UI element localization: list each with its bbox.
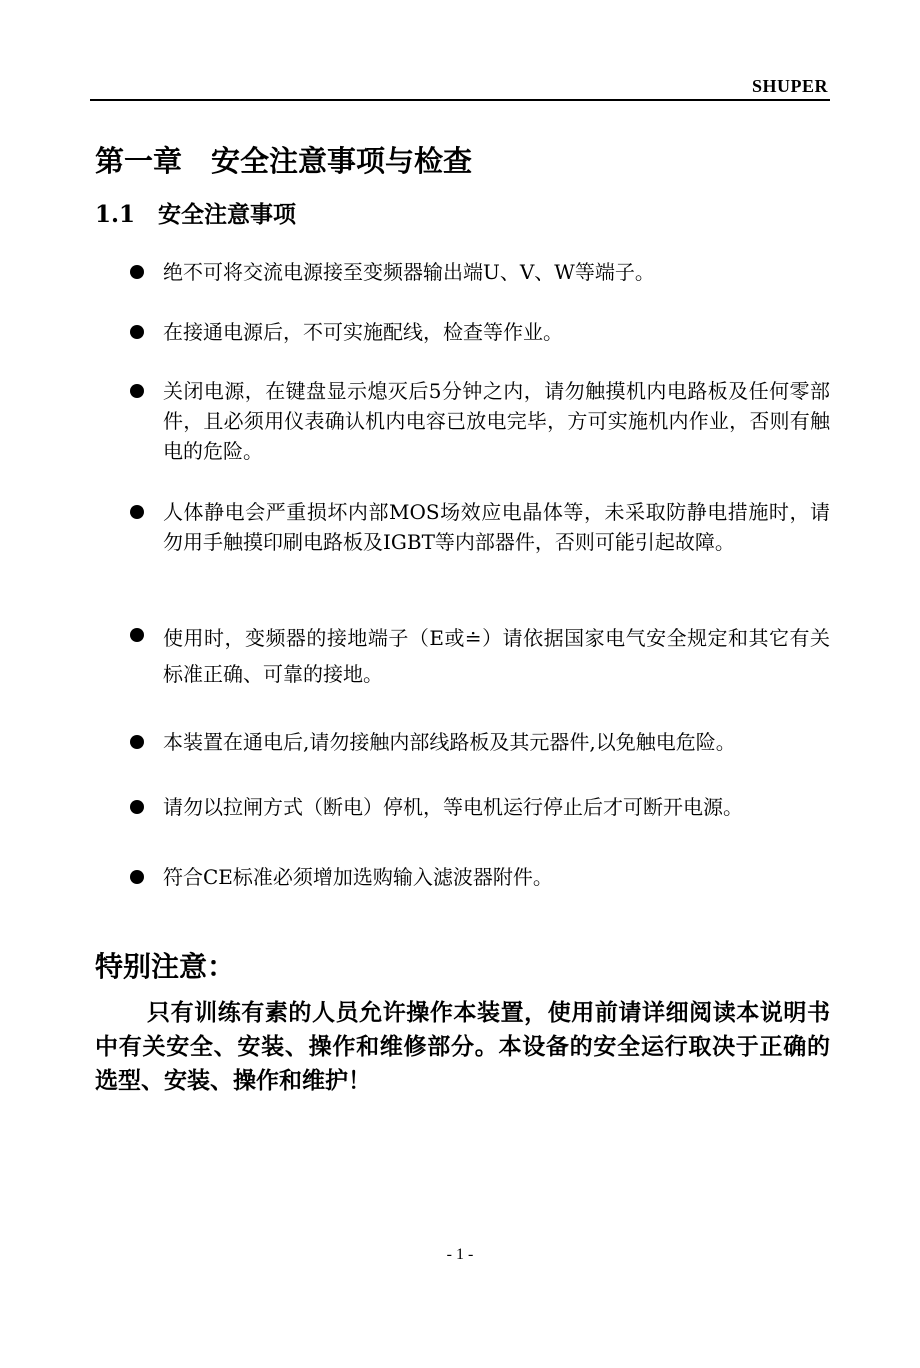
- bullet-text: 请勿以拉闸方式（断电）停机，等电机运行停止后才可断开电源。: [163, 795, 743, 819]
- special-notice-title: 特别注意：: [95, 950, 236, 983]
- special-notice-body: 只有训练有素的人员允许操作本装置，使用前请详细阅读本说明书中有关安全、安装、操作和维修部分。本设备的安全运行取决于正确的选型、安装、操作和维护！: [95, 999, 830, 1094]
- header-brand: SHUPER: [751, 76, 828, 96]
- section-title: 1.1 安全注意事项: [95, 201, 297, 228]
- safety-bullet: [130, 497, 830, 557]
- bullet-dot-icon: [130, 505, 144, 519]
- chapter-title: 第一章 安全注意事项与检查: [95, 144, 473, 178]
- bullet-dot-icon: [130, 265, 144, 279]
- page-number: - 1 -: [446, 1246, 474, 1263]
- bullet-text: 使用时，变频器的接地端子（E或≐）请依据国家电气安全规定和其它有关标准正确、可靠的接地。: [163, 626, 830, 686]
- bullet-dot-icon: [130, 870, 144, 884]
- safety-bullet: [130, 792, 830, 822]
- bullet-text: 人体静电会严重损坏内部MOS场效应电晶体等，未采取防静电措施时，请勿用手触摸印刷电路板及IGBT等内部器件，否则可能引起故障。: [163, 500, 830, 554]
- bullet-dot-icon: [130, 800, 144, 814]
- bullet-dot-icon: [130, 325, 144, 339]
- bullet-text: 绝不可将交流电源接至变频器输出端U、V、W等端子。: [163, 260, 655, 284]
- safety-bullet: [130, 376, 830, 466]
- safety-bullet: [130, 317, 830, 347]
- bullet-text: 本装置在通电后,请勿接触内部线路板及其元器件,以免触电危险。: [163, 730, 736, 754]
- bullet-text: 关闭电源，在键盘显示熄灭后5分钟之内，请勿触摸机内电路板及任何零部件，且必须用仪表确认机内电容已放电完毕，方可实施机内作业，否则有触电的危险。: [163, 379, 830, 463]
- safety-bullet: [130, 257, 830, 287]
- bullet-text: 符合CE标准必须增加选购输入滤波器附件。: [163, 865, 553, 889]
- bullet-text: 在接通电源后，不可实施配线，检查等作业。: [163, 320, 563, 344]
- safety-bullet: [130, 620, 830, 692]
- safety-bullet: [130, 727, 830, 757]
- bullet-dot-icon: [130, 735, 144, 749]
- header-divider: [90, 99, 830, 101]
- bullet-dot-icon: [130, 628, 144, 642]
- bullet-dot-icon: [130, 384, 144, 398]
- safety-bullet: [130, 862, 830, 892]
